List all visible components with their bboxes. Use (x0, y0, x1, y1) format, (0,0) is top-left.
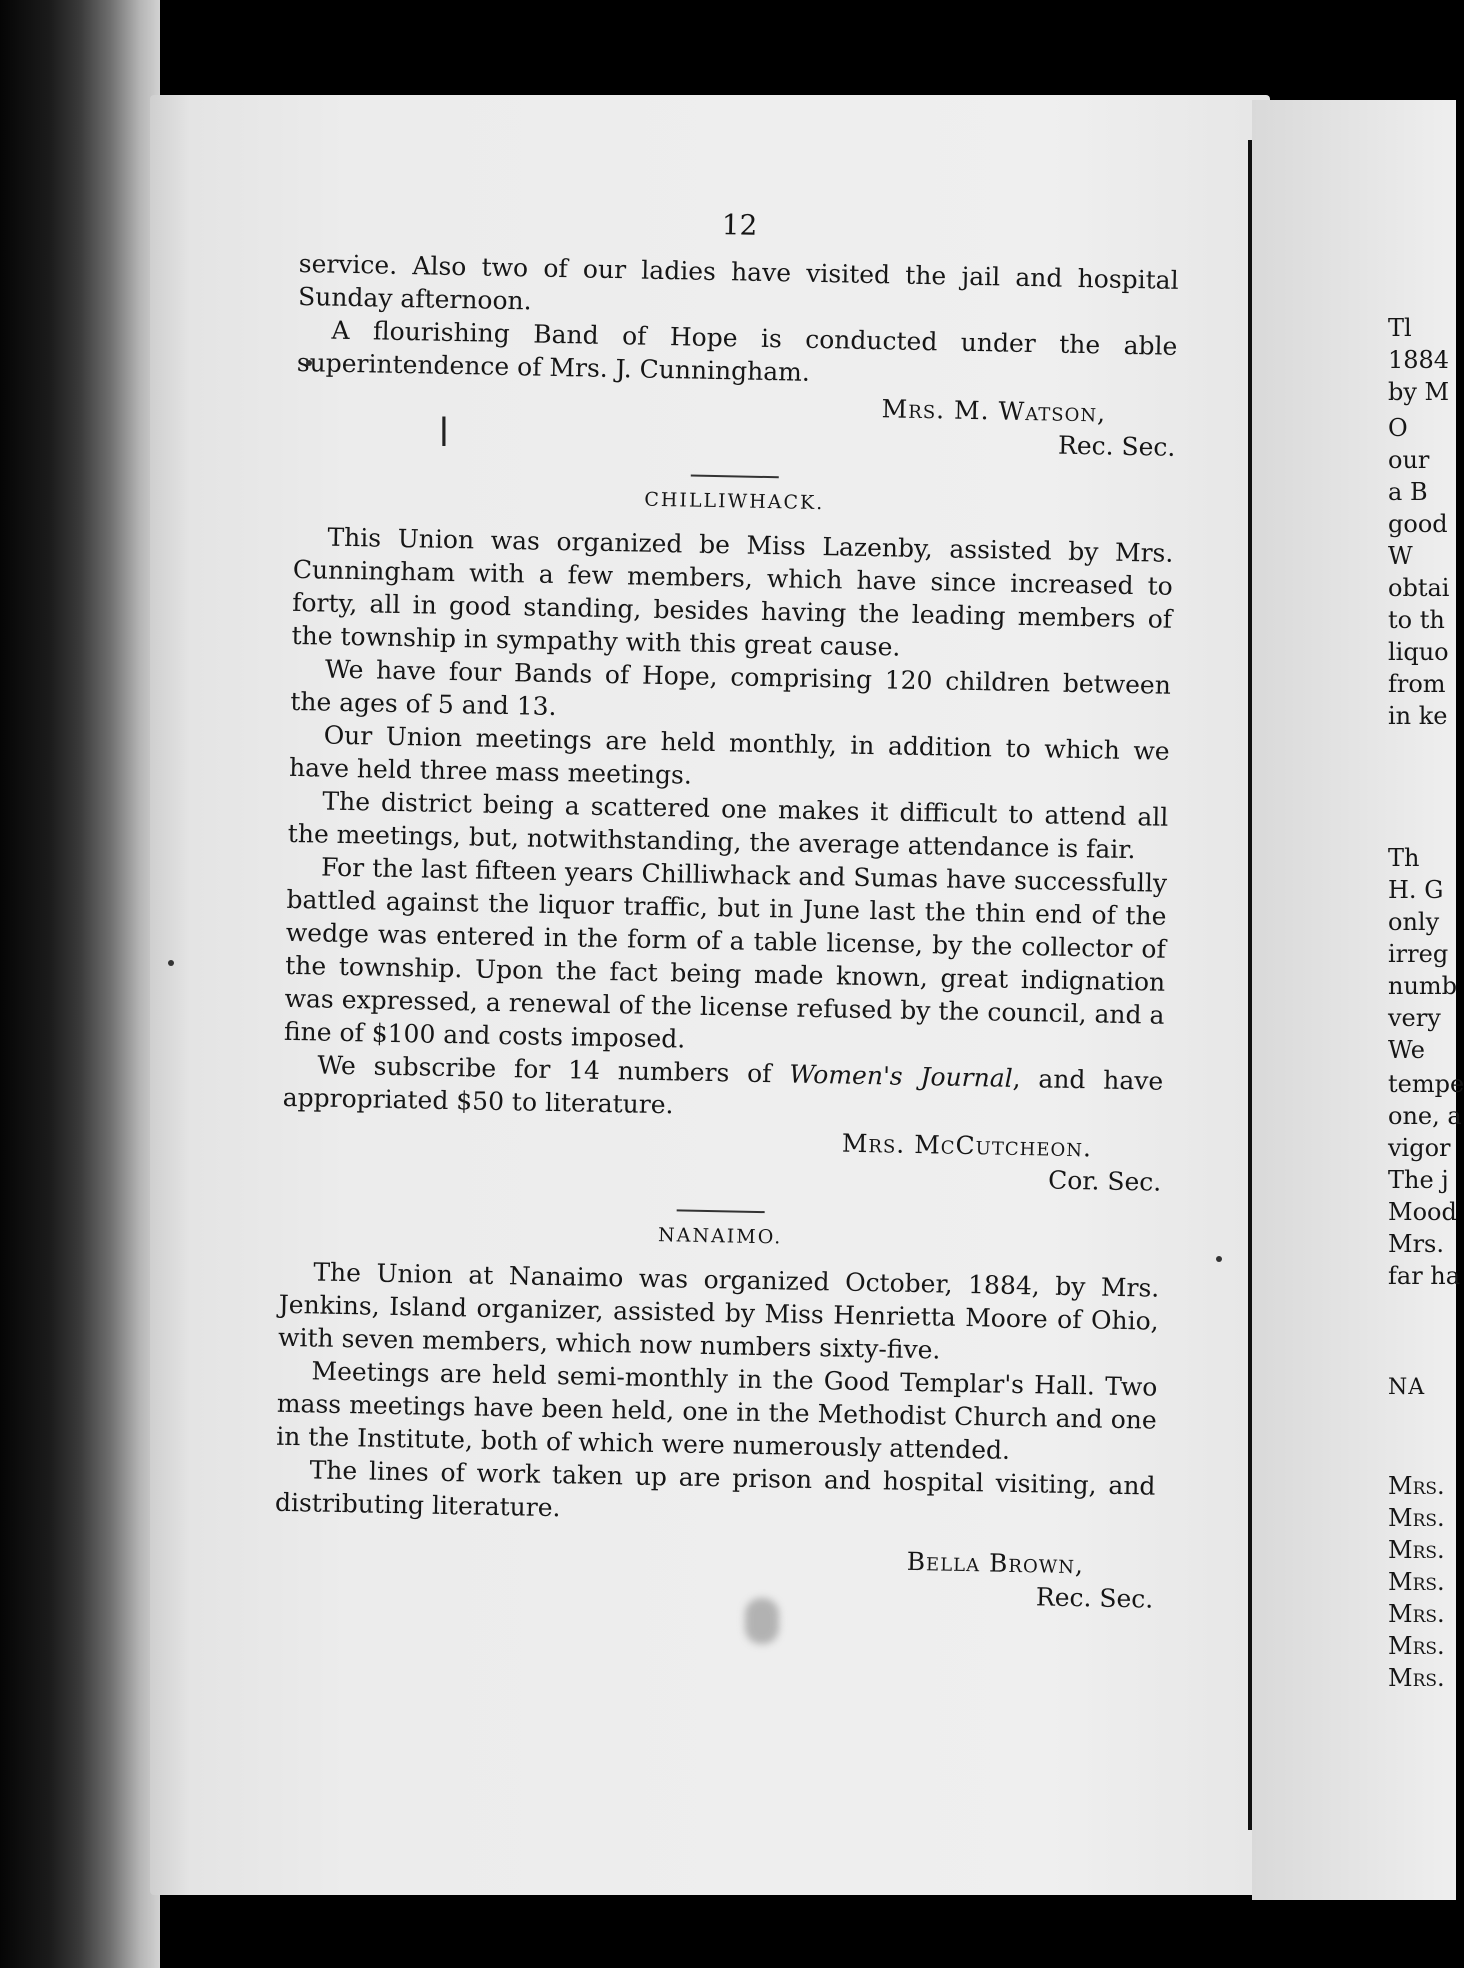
paragraph: For the last fifteen years Chilliwhack and Sumas have successfully battled against the liquor traffic, but in June last the thin end of the wedge was entered in the form of a table license, by the collector of the township. Upon the fact being made known, great indignation was expressed, a renewal of the license refused by the council, and a fine of $100 and costs imposed. (283, 852, 1168, 1054)
right-page-fragment: to th (1388, 606, 1445, 634)
right-page-fragment: The j (1388, 1166, 1449, 1194)
right-page-fragment: Mrs. (1388, 1536, 1445, 1564)
paragraph: We have four Bands of Hope, comprising 120 children between the ages of 5 and 13. (290, 654, 1172, 722)
paragraph: The lines of work taken up are prison and hospital visiting, and distributing literature. (274, 1455, 1156, 1523)
right-page-fragment: H. G (1388, 876, 1444, 904)
paragraph: Our Union meetings are held monthly, in addition to which we have held three mass meetings. (288, 720, 1170, 790)
right-page-fragment: 1884 (1388, 346, 1450, 374)
right-page-fragment: only (1388, 908, 1440, 936)
section-heading: CHILLIWHACK. (644, 488, 825, 515)
right-page-fragment: obtai (1388, 574, 1450, 602)
page-gutter-line (1248, 140, 1252, 1830)
right-page-fragment: numb (1388, 972, 1458, 1000)
signature: Bella Brown, (906, 1546, 1085, 1580)
section-heading: NANAIMO. (657, 1224, 783, 1249)
right-page-fragment: far ha (1388, 1262, 1461, 1290)
right-page-fragment: We (1388, 1036, 1425, 1064)
right-page-fragment: in ke (1388, 702, 1448, 730)
paragraph: service. Also two of our ladies have visited the jail and hospital Sunday afternoon. (297, 248, 1179, 316)
right-page-fragment: our (1388, 446, 1430, 474)
ink-dot (1216, 1256, 1222, 1262)
right-page-fragment: one, a (1388, 1102, 1462, 1130)
right-page-fragment: Mrs. (1388, 1664, 1445, 1692)
page-text (273, 200, 1180, 1616)
right-page-fragment: Mrs. (1388, 1568, 1445, 1596)
page-number: 12 (721, 208, 758, 242)
signature: Mrs. M. Watson, (881, 394, 1107, 428)
right-page-fragment: very (1388, 1004, 1441, 1032)
right-page-fragment: Mrs. (1388, 1230, 1444, 1258)
right-page-fragment: Tl (1388, 314, 1412, 342)
right-page-fragment: O (1388, 414, 1408, 442)
journal-title: Women's Journal (789, 1059, 1013, 1093)
ink-mark: ǀ (438, 410, 450, 456)
right-page-fragment: Mrs. (1388, 1632, 1445, 1660)
right-page-fragment: by M (1388, 378, 1450, 406)
right-page-fragment: irreg (1388, 940, 1449, 968)
signature-role: Rec. Sec. (1057, 430, 1176, 462)
paragraph: The district being a scattered one makes it difficult to attend all the meetings, but, notwithstanding, the average attendance is fair. (287, 786, 1169, 865)
right-page-fragment: vigor (1388, 1134, 1451, 1162)
paragraph: The Union at Nanaimo was organized October, 1884, by Mrs. Jenkins, Island organizer, assisted by Miss Henrietta Moore of Ohio, with seven members, which now numbers sixty-five. (277, 1257, 1160, 1365)
book-spine-edge (0, 0, 160, 1968)
right-page-fragment: Mrs. (1388, 1504, 1445, 1532)
right-page-fragment: Th (1388, 844, 1420, 872)
right-page-fragment: a B (1388, 478, 1428, 506)
right-page-fragment: NA (1388, 1375, 1426, 1400)
paragraph: Meetings are held semi-monthly in the Good Templar's Hall. Two mass meetings have been held, one in the Methodist Church and one in the Institute, both of which were numerously attended. (275, 1356, 1158, 1465)
journal-text-after: , and have appropriated $50 to literature. (282, 1063, 1164, 1120)
right-page-fragment: from (1388, 670, 1446, 698)
right-page-fragment: Mood (1388, 1198, 1457, 1226)
ink-dot (168, 960, 174, 966)
paragraph: A flourishing Band of Hope is conducted under the able superintendence of Mrs. J. Cunningham. (296, 315, 1178, 387)
signature-role: Rec. Sec. (1035, 1582, 1154, 1614)
right-page-fragment: tempe (1388, 1070, 1464, 1098)
right-page-fragment: W (1388, 542, 1413, 570)
journal-text-before: We subscribe for 14 numbers of (317, 1050, 790, 1089)
signature: Mrs. McCutcheon. (841, 1128, 1093, 1163)
signature-role: Cor. Sec. (1047, 1165, 1162, 1197)
right-page-fragment: Mrs. (1388, 1472, 1445, 1500)
right-page-fragment: liquo (1388, 638, 1449, 666)
paragraph: This Union was organized be Miss Lazenby, assisted by Mrs. Cunningham with a few members, which have since increased to forty, all in good standing, besides having the leading members of the township in sympathy with this great cause. (291, 522, 1174, 662)
section-divider (677, 1209, 765, 1213)
section-divider (691, 475, 779, 479)
right-page-fragment: Mrs. (1388, 1600, 1445, 1628)
right-page-fragment: good (1388, 510, 1448, 538)
